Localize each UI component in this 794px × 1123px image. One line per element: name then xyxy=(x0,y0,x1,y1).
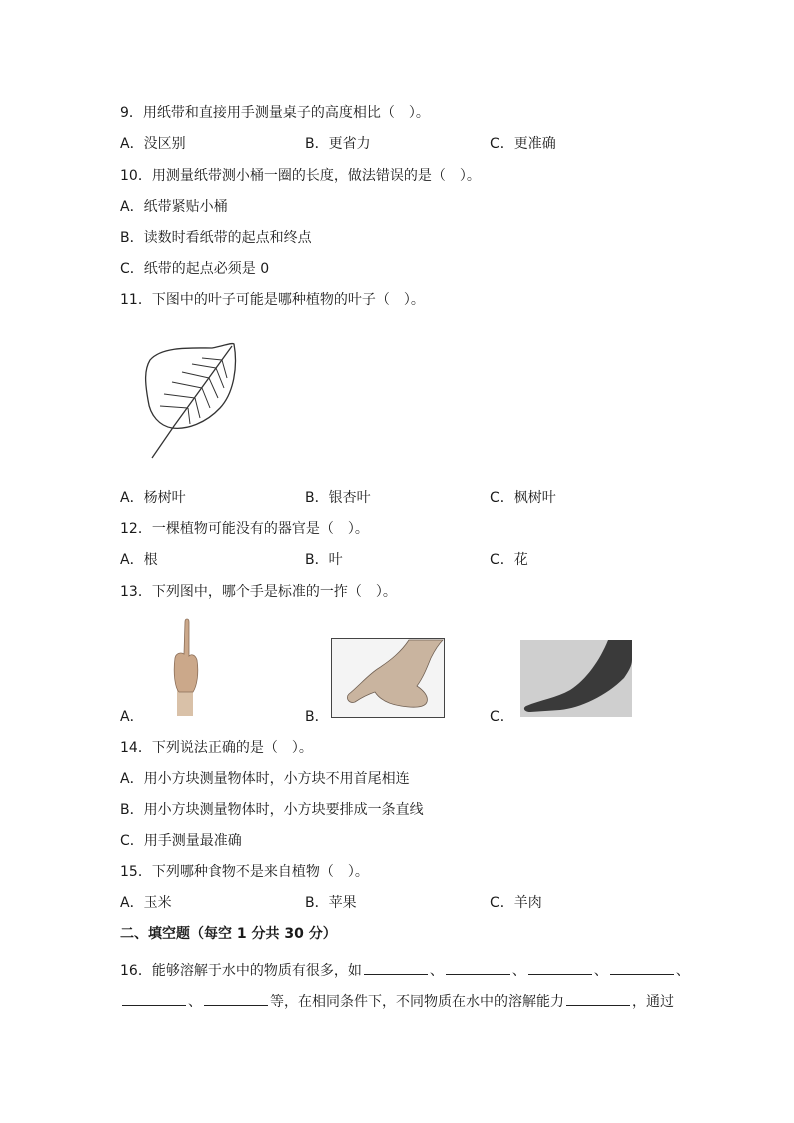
q12-stem: 12．一棵植物可能没有的器官是（ ）。 xyxy=(120,521,369,537)
q13-option-b: B． xyxy=(305,709,329,725)
q15-option-b: B．苹果 xyxy=(305,895,357,911)
blank-5[interactable] xyxy=(122,991,186,1006)
q10-option-a: A．纸带紧贴小桶 xyxy=(120,199,228,215)
q10-option-b: B．读数时看纸带的起点和终点 xyxy=(120,230,312,246)
q16-text-2: 等，在相同条件下，不同物质在水中的溶解能力 xyxy=(270,994,564,1010)
q13-option-a: A． xyxy=(120,709,144,725)
section-title: 二、填空题（每空 1 分共 30 分） xyxy=(120,926,337,942)
blank-2[interactable] xyxy=(446,960,510,975)
hand-pointing-image xyxy=(165,618,205,716)
blank-7[interactable] xyxy=(566,991,630,1006)
blank-1[interactable] xyxy=(364,960,428,975)
q14-stem: 14．下列说法正确的是（ ）。 xyxy=(120,740,313,756)
q16-text-3: ，通过 xyxy=(632,994,674,1010)
separator: 、 xyxy=(511,963,526,979)
blank-6[interactable] xyxy=(204,991,268,1006)
q11-option-c: C．枫树叶 xyxy=(490,490,556,506)
q9-option-b: B．更省力 xyxy=(305,136,371,152)
separator: 、 xyxy=(593,963,608,979)
separator: 、 xyxy=(429,963,444,979)
q16-line1 xyxy=(120,960,690,980)
hand-spread-image xyxy=(331,638,445,718)
separator: 、 xyxy=(188,994,202,1010)
q10-stem: 10．用测量纸带测小桶一圈的长度，做法错误的是（ ）。 xyxy=(120,168,481,184)
q16-text-1: 16．能够溶解于水中的物质有很多，如 xyxy=(120,963,362,979)
blank-3[interactable] xyxy=(528,960,592,975)
leaf-image xyxy=(142,338,242,463)
q15-stem: 15．下列哪种食物不是来自植物（ ）。 xyxy=(120,864,369,880)
q14-option-a: A．用小方块测量物体时，小方块不用首尾相连 xyxy=(120,771,410,787)
q9-option-c: C．更准确 xyxy=(490,136,556,152)
q15-option-c: C．羊肉 xyxy=(490,895,542,911)
blank-4[interactable] xyxy=(610,960,674,975)
q10-option-c: C．纸带的起点必须是 0 xyxy=(120,261,270,277)
forearm-hand-image xyxy=(520,640,632,717)
q13-option-c: C． xyxy=(490,709,514,725)
q14-option-b: B．用小方块测量物体时，小方块要排成一条直线 xyxy=(120,802,424,818)
q12-option-c: C．花 xyxy=(490,552,528,568)
q12-option-b: B．叶 xyxy=(305,552,343,568)
q13-stem: 13．下列图中，哪个手是标准的一拃（ ）。 xyxy=(120,584,397,600)
separator: 、 xyxy=(675,963,690,979)
q16-line2 xyxy=(120,991,674,1011)
q11-option-b: B．银杏叶 xyxy=(305,490,371,506)
q11-option-a: A．杨树叶 xyxy=(120,490,186,506)
q12-option-a: A．根 xyxy=(120,552,158,568)
q11-stem: 11．下图中的叶子可能是哪种植物的叶子（ ）。 xyxy=(120,292,425,308)
q9-stem: 9．用纸带和直接用手测量桌子的高度相比（ ）。 xyxy=(120,105,430,121)
q15-option-a: A．玉米 xyxy=(120,895,172,911)
q14-option-c: C．用手测量最准确 xyxy=(120,833,242,849)
q9-option-a: A．没区别 xyxy=(120,136,186,152)
